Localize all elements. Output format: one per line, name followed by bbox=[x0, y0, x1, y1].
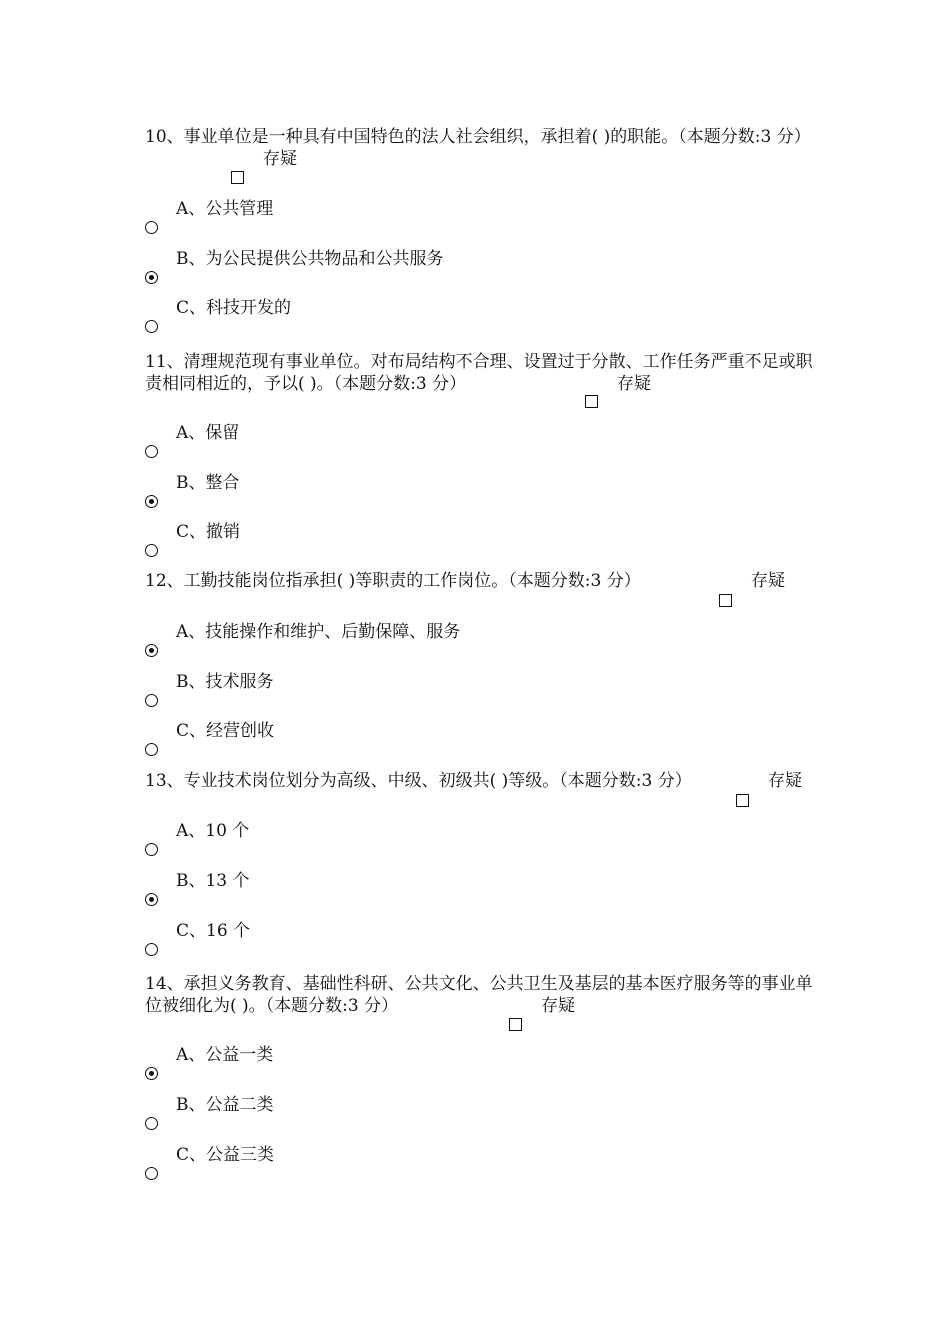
option-radio[interactable] bbox=[145, 843, 158, 856]
option-label: C、公益三类 bbox=[176, 1145, 275, 1165]
doubt-label: 存疑 bbox=[751, 571, 785, 591]
radio-dot-icon bbox=[149, 275, 154, 280]
doubt-checkbox[interactable] bbox=[585, 395, 598, 408]
option-label: C、科技开发的 bbox=[176, 298, 292, 318]
option-radio-selected[interactable] bbox=[145, 893, 158, 906]
option-radio[interactable] bbox=[145, 544, 158, 557]
doubt-label: 存疑 bbox=[768, 771, 802, 791]
option-radio[interactable] bbox=[145, 1167, 158, 1180]
option-radio[interactable] bbox=[145, 445, 158, 458]
option-label: B、公益二类 bbox=[176, 1095, 274, 1115]
radio-dot-icon bbox=[149, 648, 154, 653]
option-radio[interactable] bbox=[145, 743, 158, 756]
radio-dot-icon bbox=[149, 1071, 154, 1076]
radio-dot-icon bbox=[149, 499, 154, 504]
option-radio[interactable] bbox=[145, 1117, 158, 1130]
option-radio[interactable] bbox=[145, 320, 158, 333]
option-label: B、13 个 bbox=[176, 871, 250, 891]
question-stem: 13、专业技术岗位划分为高级、中级、初级共( )等级。（本题分数:3 分） bbox=[145, 771, 692, 791]
option-radio-selected[interactable] bbox=[145, 495, 158, 508]
doubt-checkbox[interactable] bbox=[231, 171, 244, 184]
doubt-label: 存疑 bbox=[263, 149, 297, 169]
option-radio-selected[interactable] bbox=[145, 644, 158, 657]
doubt-checkbox[interactable] bbox=[719, 594, 732, 607]
doubt-checkbox[interactable] bbox=[509, 1018, 522, 1031]
option-label: C、经营创收 bbox=[176, 721, 275, 741]
option-radio[interactable] bbox=[145, 694, 158, 707]
option-label: A、保留 bbox=[176, 423, 240, 443]
option-label: B、技术服务 bbox=[176, 672, 274, 692]
question-stem: 11、清理规范现有事业单位。对布局结构不合理、设置过于分散、工作任务严重不足或职责相同相近的，予以( )。（本题分数:3 分） bbox=[145, 352, 813, 394]
option-label: A、公共管理 bbox=[176, 199, 274, 219]
option-label: A、10 个 bbox=[176, 821, 250, 841]
option-label: C、16 个 bbox=[176, 921, 251, 941]
doubt-checkbox[interactable] bbox=[736, 794, 749, 807]
question-stem: 12、工勤技能岗位指承担( )等职责的工作岗位。（本题分数:3 分） bbox=[145, 571, 641, 591]
option-label: C、撤销 bbox=[176, 522, 241, 542]
option-radio-selected[interactable] bbox=[145, 271, 158, 284]
option-label: A、公益一类 bbox=[176, 1045, 274, 1065]
option-radio-selected[interactable] bbox=[145, 1067, 158, 1080]
radio-dot-icon bbox=[149, 897, 154, 902]
doubt-label: 存疑 bbox=[617, 374, 651, 394]
question-stem: 10、事业单位是一种具有中国特色的法人社会组织，承担着( )的职能。（本题分数:3 分） bbox=[145, 127, 811, 147]
option-radio[interactable] bbox=[145, 943, 158, 956]
option-label: B、整合 bbox=[176, 473, 240, 493]
doubt-label: 存疑 bbox=[541, 996, 575, 1016]
option-label: A、技能操作和维护、后勤保障、服务 bbox=[176, 622, 461, 642]
question-stem: 14、承担义务教育、基础性科研、公共文化、公共卫生及基层的基本医疗服务等的事业单位被细化为( )。（本题分数:3 分） bbox=[145, 974, 813, 1016]
option-radio[interactable] bbox=[145, 221, 158, 234]
option-label: B、为公民提供公共物品和公共服务 bbox=[176, 249, 444, 269]
